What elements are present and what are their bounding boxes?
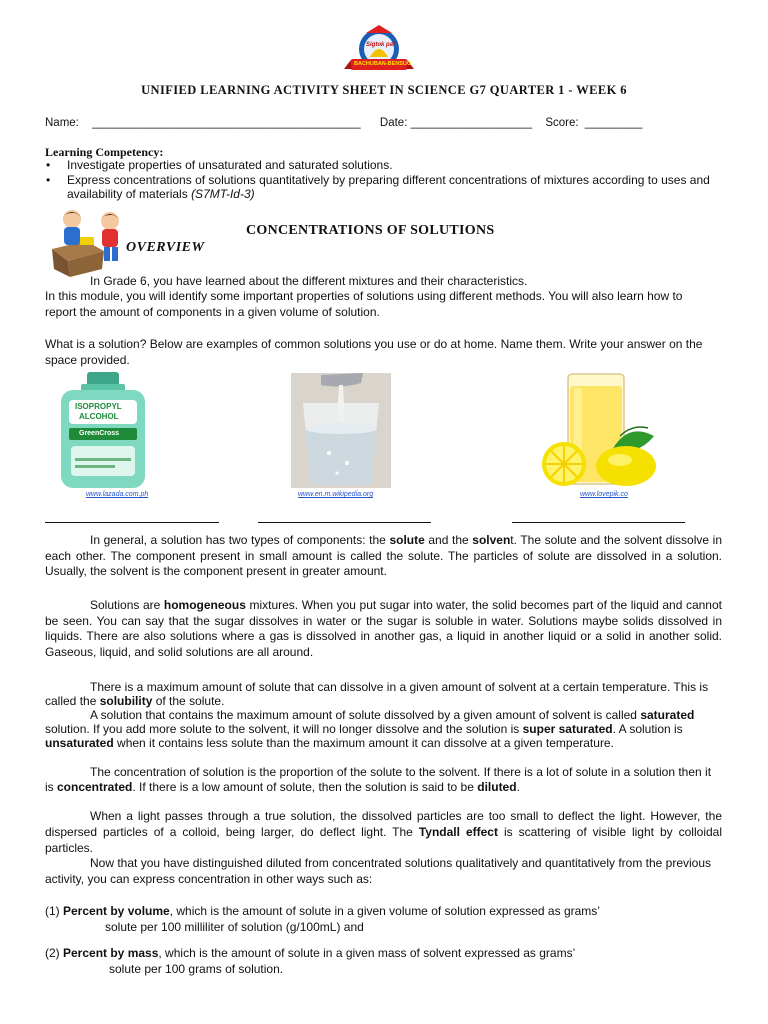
name-label: Name: — [45, 117, 79, 129]
section-title: CONCENTRATIONS OF SOLUTIONS — [246, 223, 495, 238]
intro-paragraph: In this module, you will identify some important properties of solutions using different methods. You will also learn how to report the amount of components in a given volume of solution. — [45, 289, 683, 319]
paragraph-homogeneous: Solutions are homogeneous mixtures. When you put sugar into water, the solid becomes part of the liquid and cannot be seen. You can say that the sugar dissolves in water or the sugar is soluble in water. Solutions maybe solids dissolved in liquids. There are also solutions where a gas is dissolved in another gas, a liquid in another liquid or a solid in another solid. Gaseous, liquid, and solid solutions are all around. — [45, 598, 722, 659]
intro-line-1: In Grade 6, you have learned about the different mixtures and their characteristics. — [90, 274, 528, 288]
paragraph-express: Now that you have distinguished diluted from concentrated solutions qualitatively and quantitatively from the previous activity, you can express concentration in other ways such as: — [45, 856, 712, 886]
paragraph-concentration: The concentration of solution is the proportion of the solute to the solvent. If there is a lot of solute in a solution then it is concentrated. If there is a low amount of solute, then the solution is said to be diluted. — [45, 765, 712, 794]
image-caption-2[interactable]: www.en.m.wikipedia.org — [298, 491, 374, 498]
competency-item: • Investigate properties of unsaturated and saturated solutions. — [45, 158, 725, 173]
competency-item: • Express concentrations of solutions quantitatively by preparing different concentrations of mixtures according to uses and availability of materials (S7MT-Id-3) — [45, 173, 725, 202]
paragraph-components: In general, a solution has two types of components: the solute and the solvent. The solute and the solvent dissolve in each other. The component present in small amount is called the solute. The particles of solute are dissolved in a solution. Usually, the solvent is the component present in greater amount. — [45, 533, 722, 579]
school-logo — [344, 25, 414, 81]
paragraph-saturation: A solution that contains the maximum amount of solute dissolved by a given amount of solvent is called saturated solution. If you add more solute to the solvent, it will no longer dissolve and the solution is super saturated. A solution is unsaturated when it contains less solute than the maximum amount it can dissolve at a given temperature. — [45, 708, 695, 750]
image-caption-1[interactable]: www.lazada.com.ph — [86, 491, 149, 498]
image-caption-3[interactable]: www.lovepik.co — [580, 491, 628, 498]
student-info-row — [45, 117, 642, 129]
date-field[interactable]: ___________________ — [410, 117, 533, 129]
paragraph-solubility: There is a maximum amount of solute that can dissolve in a given amount of solvent at a certain temperature. This is called the solubility of the solute. — [45, 680, 709, 708]
lemonade-image — [528, 366, 660, 488]
competency-heading: Learning Competency: — [45, 145, 164, 159]
logo-ring-text: Sigtok pa! — [366, 42, 396, 48]
answer-line-3[interactable] — [512, 522, 685, 523]
answer-line-2[interactable] — [258, 522, 431, 523]
score-label: Score: — [545, 117, 579, 129]
competency-code: (S7MT-Id-3) — [191, 187, 255, 201]
paragraph-tyndall: When a light passes through a true solution, the dissolved particles are too small to deflect the light. However, the dispersed particles of a colloid, being larger, do deflect light. The Tyndall effect is scattering of visible light by colloidal particles. — [45, 809, 722, 855]
bottle-label-mid: ALCOHOL — [79, 412, 119, 421]
bottle-label-top: ISOPROPYL — [75, 402, 122, 411]
date-label: Date: — [379, 117, 408, 129]
sugar-water-image — [291, 373, 391, 488]
name-field[interactable]: __________________________________________ — [92, 117, 361, 129]
alcohol-bottle-image — [57, 372, 149, 490]
bottle-brand: GreenCross — [79, 430, 120, 437]
logo-banner-text: BACHUBAN-BENSUG — [354, 61, 412, 67]
percent-by-volume-item: (1) Percent by volume, which is the amount of solute in a given volume of solution expressed as grams’ solute per 100 milliliter of solution (g/100mL) and — [45, 904, 600, 934]
score-field[interactable]: _________ — [584, 117, 643, 129]
sheet-title: UNIFIED LEARNING ACTIVITY SHEET IN SCIENCE G7 QUARTER 1 - WEEK 6 — [141, 83, 627, 97]
overview-heading: OVERVIEW — [126, 240, 205, 255]
solution-question: What is a solution? Below are examples of common solutions you use or do at home. Name them. Write your answer on the space provided. — [45, 337, 703, 367]
percent-by-mass-item: (2) Percent by mass, which is the amount of solute in a given mass of solvent expressed as grams’ solute per 100 grams of solution. — [45, 946, 576, 976]
competency-list — [45, 158, 725, 202]
answer-line-1[interactable] — [45, 522, 219, 523]
